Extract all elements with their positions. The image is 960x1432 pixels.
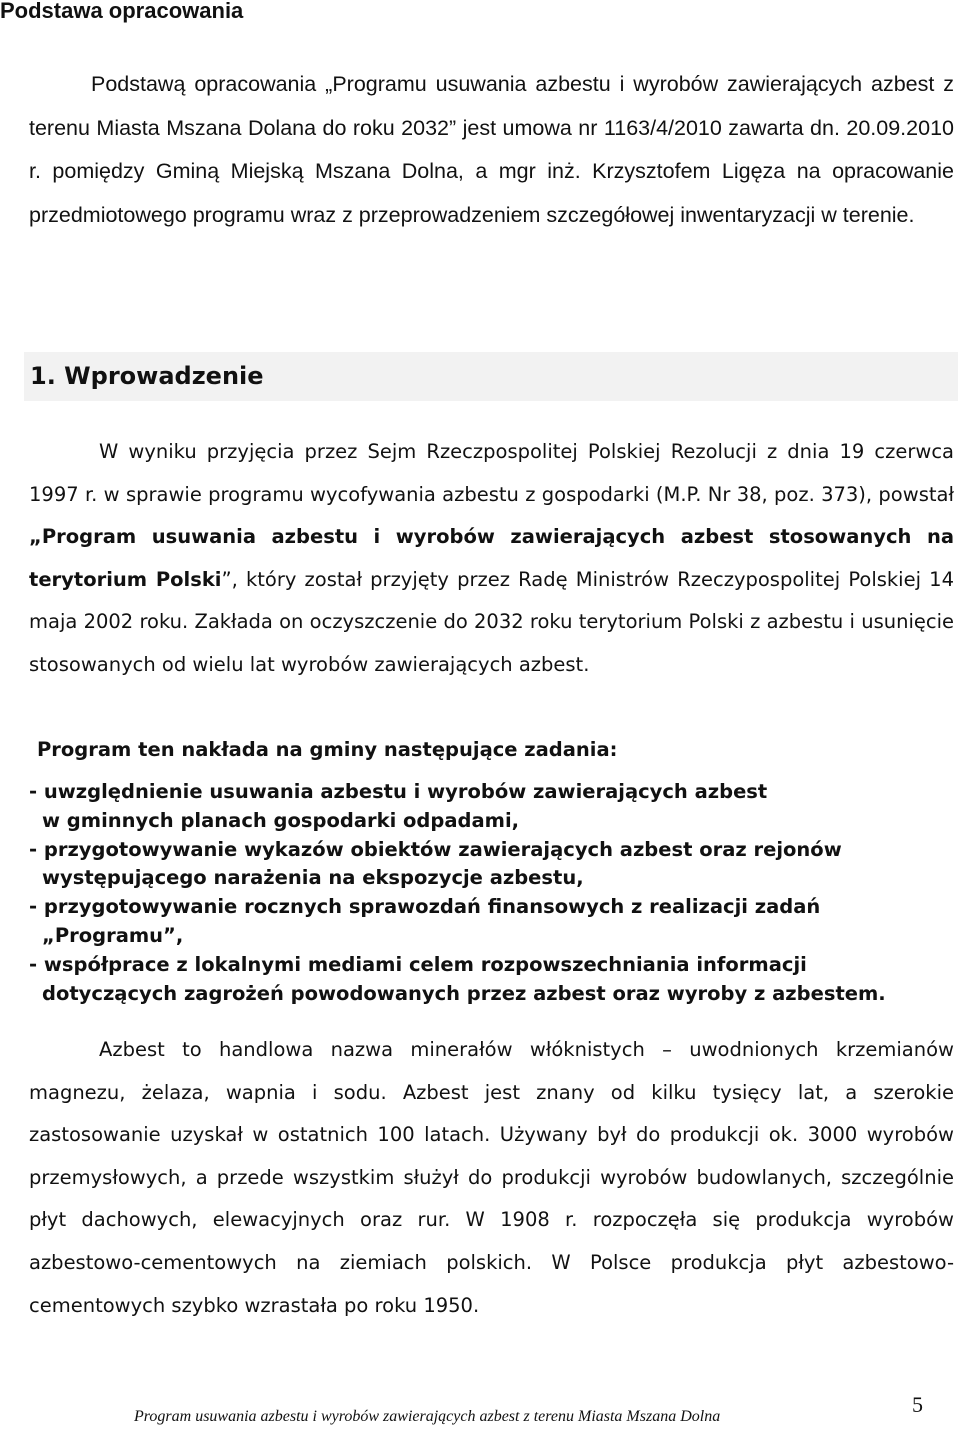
task-line-1: - przygotowywanie rocznych sprawozdań finansowych z realizacji zadań [29,895,821,919]
page-number: 5 [912,1392,923,1417]
basis-paragraph: Podstawą opracowania „Programu usuwania azbestu i wyrobów zawierających azbest z terenu Miasta Mszana Dolana do roku 2032” jest umowa nr 1163/4/2010 zawarta dn. 20.09.2010 r. pomiędzy Gminą Miejską Mszana Dolna, a mgr inż. Krzysztofem Ligęza na opracowanie przedmiotowego programu wraz z przeprowadzeniem szczegółowej inwentaryzacji w terenie. [29,72,954,227]
intro-text-before: W wyniku przyjęcia przez Sejm Rzeczpospolitej Polskiej Rezolucji z dnia 19 czerwca 1997 r. w sprawie programu wycofywania azbestu z gospodarki (M.P. Nr 38, poz. 373), powstał [29,440,954,506]
task-line-1: - współprace z lokalnymi mediami celem rozpowszechniania informacji [29,952,807,976]
task-line-2: występującego narażenia na ekspozycje azbestu, [42,866,584,890]
program-name: „Program usuwania azbestu i wyrobów zawierających azbest stosowanych na terytorium Polski [29,525,954,591]
task-list [29,778,954,1008]
task-item [29,893,954,951]
intro-text-after: ”, który został przyjęty przez Radę Ministrów Rzeczypospolitej Polskiej 14 maja 2002 roku. Zakłada on oczyszczenie do 2032 roku terytorium Polski z azbestu i usunięcie stosowanych od wielu lat wyrobów zawierających azbest. [29,567,954,676]
task-line-2: dotyczących zagrożeń powodowanych przez azbest oraz wyroby z azbestem. [42,981,886,1005]
section-title: 1. Wprowadzenie [30,362,264,390]
task-line-2: w gminnych planach gospodarki odpadami, [42,808,520,832]
asbestos-paragraph: Azbest to handlowa nazwa minerałów włóknistych – uwodnionych krzemianów magnezu, żelaza, wapnia i sodu. Azbest jest znany od kilku tysięcy lat, a szerokie zastosowanie uzyskał w ostatnich 100 latach. Używany był do produkcji ok. 3000 wyrobów przemysłowych, a przede wszystkim służył do produkcji wyrobów budowlanych, szczególnie płyt dachowych, elewacyjnych oraz rur. W 1908 r. rozpoczęła się produkcja wyrobów azbestowo-cementowych na ziemiach polskich. W Polsce produkcja płyt azbestowo-cementowych szybko wzrastała po roku 1950. [29,1038,954,1317]
task-line-1: - uwzględnienie usuwania azbestu i wyrobów zawierających azbest [29,780,768,803]
task-line-1: - przygotowywanie wykazów obiektów zawierających azbest oraz rejonów [29,837,842,861]
intro-paragraph [29,431,954,687]
task-item [29,778,954,836]
task-item [29,951,954,1009]
page-footer: Program usuwania azbestu i wyrobów zawierających azbest z terenu Miasta Mszana Dolna [134,1408,721,1425]
tasks-heading: Program ten nakłada na gminy następujące zadania: [37,738,618,761]
task-item [29,836,954,894]
task-line-2: „Programu”, [42,923,184,947]
page-heading: Podstawa opracowania [0,0,244,23]
